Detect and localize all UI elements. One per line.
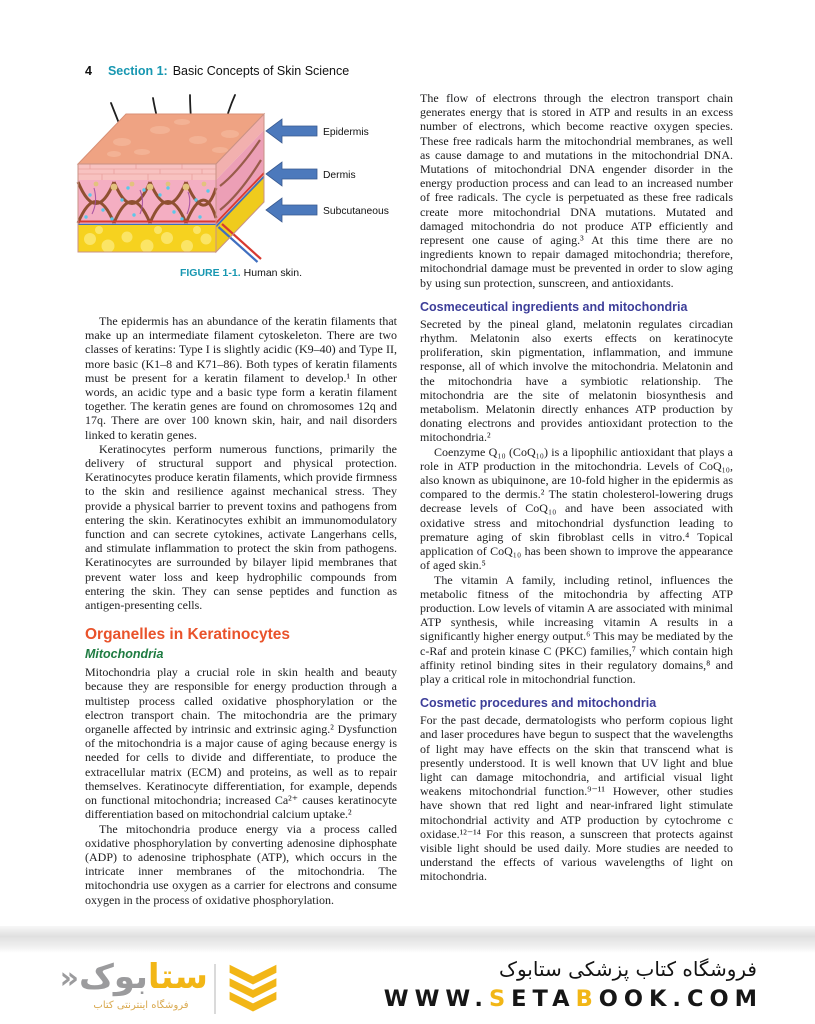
- setabook-chevron-logo: [226, 962, 280, 1021]
- page-number: 4: [85, 64, 92, 78]
- heading-cosmeceutical-ingredients: Cosmeceutical ingredients and mitochondria: [420, 299, 688, 314]
- logo-word-rest: بوک: [79, 957, 148, 997]
- figure-caption-text: Human skin.: [243, 267, 303, 279]
- setabook-logo-wordmark: [59, 956, 208, 1000]
- paragraph-melatonin: Secreted by the pineal gland, melatonin regulates circadian rhythm. Melatonin also exerts effects on keratinocyte proliferation, skin pigmentation, inflammation, and immune response, all of which involve the mitochondria. Melatonin and the mitochondria have a symbiotic relationship. The mitochondria are the site of melatonin biosynthesis and metabolism. Melatonin directly enhances ATP production by donating electrons and provides antioxidant protection to the mitochondria.²: [420, 316, 733, 445]
- url-part: OOK.COM: [598, 986, 763, 1012]
- paragraph-mitochondria-role: Mitochondria play a crucial role in skin health and beauty because they are responsible for energy production through a multistep process called oxidative phosphorylation or the electron transport chain. The mitochondria are the primary organelle affected by intrinsic and extrinsic aging.² Dysfunction of the mitochondria is a major cause of aging because energy is needed for cells to divide and differentiate, to produce the extracellular matrix (ECM) and proteins, as well as to repair themselves. Keratinocyte differentiation, for example, depends on functional mitochondria; increased Ca²⁺ causes keratinocyte differentiation based on mitochondrial calcium uptake.²: [85, 665, 397, 822]
- dermis-layer: [78, 180, 216, 225]
- page-edge-shadow: [0, 926, 815, 953]
- logo-subtitle: فروشگاه اینترنتی کتاب: [93, 1000, 189, 1011]
- paragraph-light-procedures: For the past decade, dermatologists who perform copious light and laser procedures have begun to suspect that the wavelengths of light may have effects on the skin that transcend what is presently understood. It is well known that UV light and blue light can damage mitochondria, and artificial visual light weakens mitochondrial function.⁹⁻¹¹ However, other studies have shown that red light and near-infrared light stimulate mitochondrial activity and ATP production by cytochrome c oxidase.¹²⁻¹⁴ For this reason, a sunscreen that protects against visible light should be used daily. More studies are needed to understand the effects of various wavelengths of light on mitochondria.: [420, 713, 733, 884]
- figure-caption-label: FIGURE 1-1.: [179, 267, 241, 279]
- paragraph-coenzyme-q10: Coenzyme Q₁₀ (CoQ₁₀) is a lipophilic antioxidant that plays a role in ATP production in the mitochondria. Levels of CoQ₁₀, also known as ubiquinone, are 10-fold higher in the epidermis as compared to the dermis.² The statin cholesterol-lowering drugs decrease levels of CoQ₁₀ and have been associated with oxidative stress and mitochondrial dysfunction leading to premature aging of skin fibroblast cells in vitro.⁴ Topical application of CoQ₁₀ has been shown to improve the appearance of aged skin.⁵: [420, 444, 733, 573]
- paragraph-mitochondria-energy: The mitochondria produce energy via a process called oxidative phosphorylation by converting adenosine diphosphate (ADP) to adenosine triphosphate (ATP), which occurs in the intricate inner membranes of the mitochondria. The mitochondria use oxygen as a carrier for electrons and consume oxygen in the process of oxidative phosphorylation.: [85, 821, 397, 907]
- url-part-accent-s: S: [488, 986, 512, 1012]
- paragraph-vitamin-a: The vitamin A family, including retinol, influences the metabolic fitness of the mitochondria by affecting ATP production. Low levels of vitamin A are associated with minimal ATP synthesis, while increasing vitamin A results in a significantly higher energy output.⁶ This may be mediated by the c-Raf and protein kinase C (PKC) families,⁷ which contain high affinity retinol binding sites in their regulatory domains,⁸ and play a critical role in mitochondrial function.: [420, 572, 733, 686]
- left-column: [85, 314, 397, 907]
- subcutaneous-arrow-icon: [266, 198, 317, 222]
- figure-caption: [85, 267, 397, 279]
- heading-organelles: Organelles in Keratinocytes: [85, 626, 291, 644]
- store-title-persian: فروشگاه کتاب پزشکی ستابوک: [499, 957, 757, 981]
- logo-word-accent: ستا: [147, 957, 208, 997]
- url-part-accent-b: B: [575, 986, 599, 1012]
- figure-label-subcutaneous: Subcutaneous: [323, 206, 389, 217]
- dermis-arrow-icon: [266, 162, 317, 186]
- logo-guillemet-mark: «: [59, 961, 79, 996]
- paragraph-keratinocyte-functions: Keratinocytes perform numerous functions, primarily the delivery of structural support and physical protection. Keratinocytes produce keratin filaments, which provide firmness to the skin and resilience against mechanical stress. They provide a physical barrier to prevent toxins and pathogens from entering the skin. Keratinocytes exhibit an immunomodulatory function and can secrete cytokines, activate Langerhans cells, and stimulate inflammation to protect the skin from pathogens. Keratinocytes are surrounded by bilayer lipid membranes that prevent water loss and keep hydrophilic compounds from entering the skin. They can sense peptides and function as antigen-presenting cells.: [85, 441, 397, 613]
- logo-divider: [214, 964, 216, 1014]
- page-header: [85, 64, 349, 78]
- section-title: Basic Concepts of Skin Science: [172, 64, 350, 78]
- paragraph-electron-flow: The flow of electrons through the electron transport chain generates energy that is stored in ATP and results in an excess number of electrons, which become reactive oxygen species. These free radicals harm the mitochondrial membranes, as well as cause damage to and mutations in the mitochondrial DNA. Mutations of mitochondrial DNA engender disorder in the energy production process and can lead to an increased number of free radicals. The cycle is perpetuated as these free radicals create more mitochondrial DNA mutations. Mutated and damaged mitochondria do not produce ATP efficiently and represent one cause of aging.³ At this time there are no ingredients known to repair damaged mitochondria; therefore, mitochondrial damage must be prevented in order to slow aging by using sun protection, sunscreen, and antioxidants.: [420, 91, 733, 290]
- url-part: WWW.: [383, 986, 489, 1012]
- figure-label-dermis: Dermis: [323, 170, 356, 181]
- skin-diagram: [70, 94, 405, 264]
- section-label: Section 1:: [107, 64, 168, 78]
- paragraph-epidermis-keratin: The epidermis has an abundance of the keratin filaments that make up an intermediate filament cytoskeleton. There are two classes of keratins: Type I is slightly acidic (K9–40) and Type II, more basic (K1–8 and K71–86). Both types of keratin filaments must be present for a keratin filament to develop.¹ In other words, an acidic type and a basic type form a keratin filament together. The keratin genes are found on chromosomes 12q and 17q. There are over 100 known skin, hair, and nail disorders linked to keratin genes.: [85, 314, 397, 442]
- figure-1-1: [70, 94, 405, 264]
- site-url: [384, 986, 763, 1012]
- chevron-logo-icon: [226, 962, 280, 1016]
- epidermis-layer: [78, 164, 216, 180]
- right-column: [420, 91, 733, 884]
- epidermis-arrow-icon: [266, 119, 317, 143]
- heading-cosmetic-procedures: Cosmetic procedures and mitochondria: [420, 696, 657, 711]
- subheading-mitochondria: Mitochondria: [85, 647, 164, 662]
- figure-label-epidermis: Epidermis: [323, 127, 369, 138]
- url-part: ETA: [511, 986, 576, 1012]
